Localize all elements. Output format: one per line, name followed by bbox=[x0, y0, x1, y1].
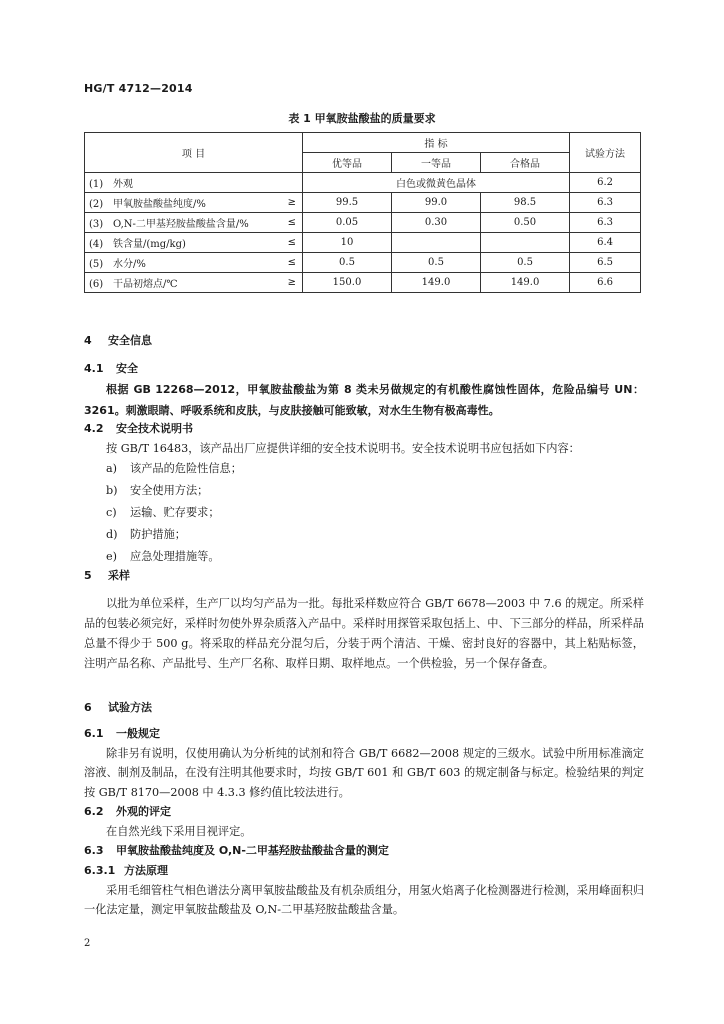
row-value-first bbox=[392, 233, 481, 253]
subsection-heading: 6.3.1 方法原理 bbox=[84, 864, 168, 877]
subsection-heading: 6.3 甲氧胺盐酸盐纯度及 O,N-二甲基羟胺盐酸盐含量的测定 bbox=[84, 844, 389, 857]
row-value-premium: 99.5 bbox=[303, 193, 392, 213]
row-method: 6.3 bbox=[570, 193, 641, 213]
quality-requirements-table bbox=[84, 132, 641, 293]
subsection-heading: 6.2 外观的评定 bbox=[84, 805, 171, 818]
paragraph: 按 GB/T 16483，该产品出厂应提供详细的安全技术说明书。安全技术说明书应包括如下内容： bbox=[106, 441, 580, 455]
row-method: 6.4 bbox=[570, 233, 641, 253]
section-6-3-1 bbox=[84, 861, 644, 920]
row-value-qualified: 98.5 bbox=[481, 193, 570, 213]
row-value-premium: 150.0 bbox=[303, 273, 392, 293]
row-value-first: 149.0 bbox=[392, 273, 481, 293]
section-6-2 bbox=[84, 802, 644, 841]
row-value-first: 0.30 bbox=[392, 213, 481, 233]
row-value-first: 0.5 bbox=[392, 253, 481, 273]
row-method: 6.2 bbox=[570, 173, 641, 193]
row-value-premium: 10 bbox=[303, 233, 392, 253]
section-6 bbox=[84, 698, 644, 718]
row-item: (1) 外观 bbox=[85, 173, 303, 193]
row-item: (3) O,N-二甲基羟胺盐酸盐含量/% ≤ bbox=[85, 213, 303, 233]
row-method: 6.6 bbox=[570, 273, 641, 293]
paragraph: 以批为单位采样，生产厂以均匀产品为一批。每批采样数应符合 GB/T 6678—2003 中 7.6 的规定。所采样品的包装必须完好，采样时勿使外界杂质落入产品中。采样时用探管采取包括上、中、下三部分的样品，所采样品总量不得少于 500 g。将采取的样品充分混匀后，分装于两个清洁、干燥、密封良好的容器中，其上粘贴标签，注明产品名称、产品批号、生产厂名称、取样日期、取样地点。一个供检验，另一个保存备查。 bbox=[84, 596, 644, 670]
grade-premium: 优等品 bbox=[303, 153, 392, 173]
row-method: 6.5 bbox=[570, 253, 641, 273]
list-item: d) 防护措施； bbox=[106, 528, 186, 541]
table-row bbox=[85, 253, 641, 273]
row-method: 6.3 bbox=[570, 213, 641, 233]
grade-qualified: 合格品 bbox=[481, 153, 570, 173]
table-caption: 表 1 甲氧胺盐酸盐的质量要求 bbox=[288, 112, 436, 125]
row-item: (5) 水分/% ≤ bbox=[85, 253, 303, 273]
paragraph: 根据 GB 12268—2012，甲氧胺盐酸盐为第 8 类未另做规定的有机酸性腐蚀性固体，危险品编号 UN：3261。刺激眼睛、呼吸系统和皮肤，与皮肤接触可能致敏，对水生生物有极高毒性。 bbox=[84, 382, 644, 417]
list-item: b) 安全使用方法； bbox=[106, 484, 209, 497]
row-item: (6) 干品初熔点/℃ ≥ bbox=[85, 273, 303, 293]
section-heading: 5 采样 bbox=[84, 569, 130, 582]
row-value-qualified bbox=[481, 233, 570, 253]
section-4-1 bbox=[84, 359, 644, 421]
grade-first: 一等品 bbox=[392, 153, 481, 173]
table-row bbox=[85, 173, 641, 193]
section-heading: 6 试验方法 bbox=[84, 701, 152, 714]
section-4 bbox=[84, 331, 644, 351]
subsection-heading: 4.2 安全技术说明书 bbox=[84, 422, 193, 435]
list-item: e) 应急处理措施等。 bbox=[106, 550, 220, 563]
subsection-heading: 4.1 安全 bbox=[84, 362, 138, 375]
row-merged-value: 白色或微黄色晶体 bbox=[303, 173, 570, 193]
standard-code: HG/T 4712—2014 bbox=[84, 82, 193, 95]
table-row bbox=[85, 273, 641, 293]
list-item: c) 运输、贮存要求； bbox=[106, 506, 220, 519]
table-row bbox=[85, 233, 641, 253]
table-row bbox=[85, 213, 641, 233]
paragraph: 除非另有说明，仅使用确认为分析纯的试剂和符合 GB/T 6682—2008 规定的三级水。试验中所用标准滴定溶液、制剂及制品，在没有注明其他要求时，均按 GB/T 601 和 GB/T 603 的规定制备与标定。检验结果的判定按 GB/T 8170—2008 中 4.3.3 修约值比较法进行。 bbox=[84, 746, 644, 799]
section-5 bbox=[84, 566, 644, 674]
section-6-3 bbox=[84, 841, 644, 861]
paragraph: 采用毛细管柱气相色谱法分离甲氧胺盐酸盐及有机杂质组分，用氢火焰离子化检测器进行检测，采用峰面积归一化法定量，测定甲氧胺盐酸盐及 O,N-二甲基羟胺盐酸盐含量。 bbox=[84, 883, 644, 916]
header-index: 指 标 bbox=[303, 133, 570, 153]
row-value-qualified: 0.5 bbox=[481, 253, 570, 273]
page-number: 2 bbox=[84, 938, 91, 949]
paragraph: 在自然光线下采用目视评定。 bbox=[106, 824, 252, 838]
header-method: 试验方法 bbox=[570, 133, 641, 173]
section-4-2 bbox=[84, 419, 644, 568]
table-header-row bbox=[85, 133, 641, 153]
subsection-heading: 6.1 一般规定 bbox=[84, 727, 160, 740]
row-value-premium: 0.05 bbox=[303, 213, 392, 233]
row-item: (4) 铁含量/(mg/kg) ≤ bbox=[85, 233, 303, 253]
row-value-qualified: 149.0 bbox=[481, 273, 570, 293]
section-heading: 4 安全信息 bbox=[84, 334, 152, 347]
section-6-1 bbox=[84, 724, 644, 802]
list-item: a) 该产品的危险性信息； bbox=[106, 462, 242, 475]
row-item: (2) 甲氧胺盐酸盐纯度/% ≥ bbox=[85, 193, 303, 213]
row-value-qualified: 0.50 bbox=[481, 213, 570, 233]
row-value-first: 99.0 bbox=[392, 193, 481, 213]
row-value-premium: 0.5 bbox=[303, 253, 392, 273]
table-row bbox=[85, 193, 641, 213]
header-item: 项 目 bbox=[85, 133, 303, 173]
